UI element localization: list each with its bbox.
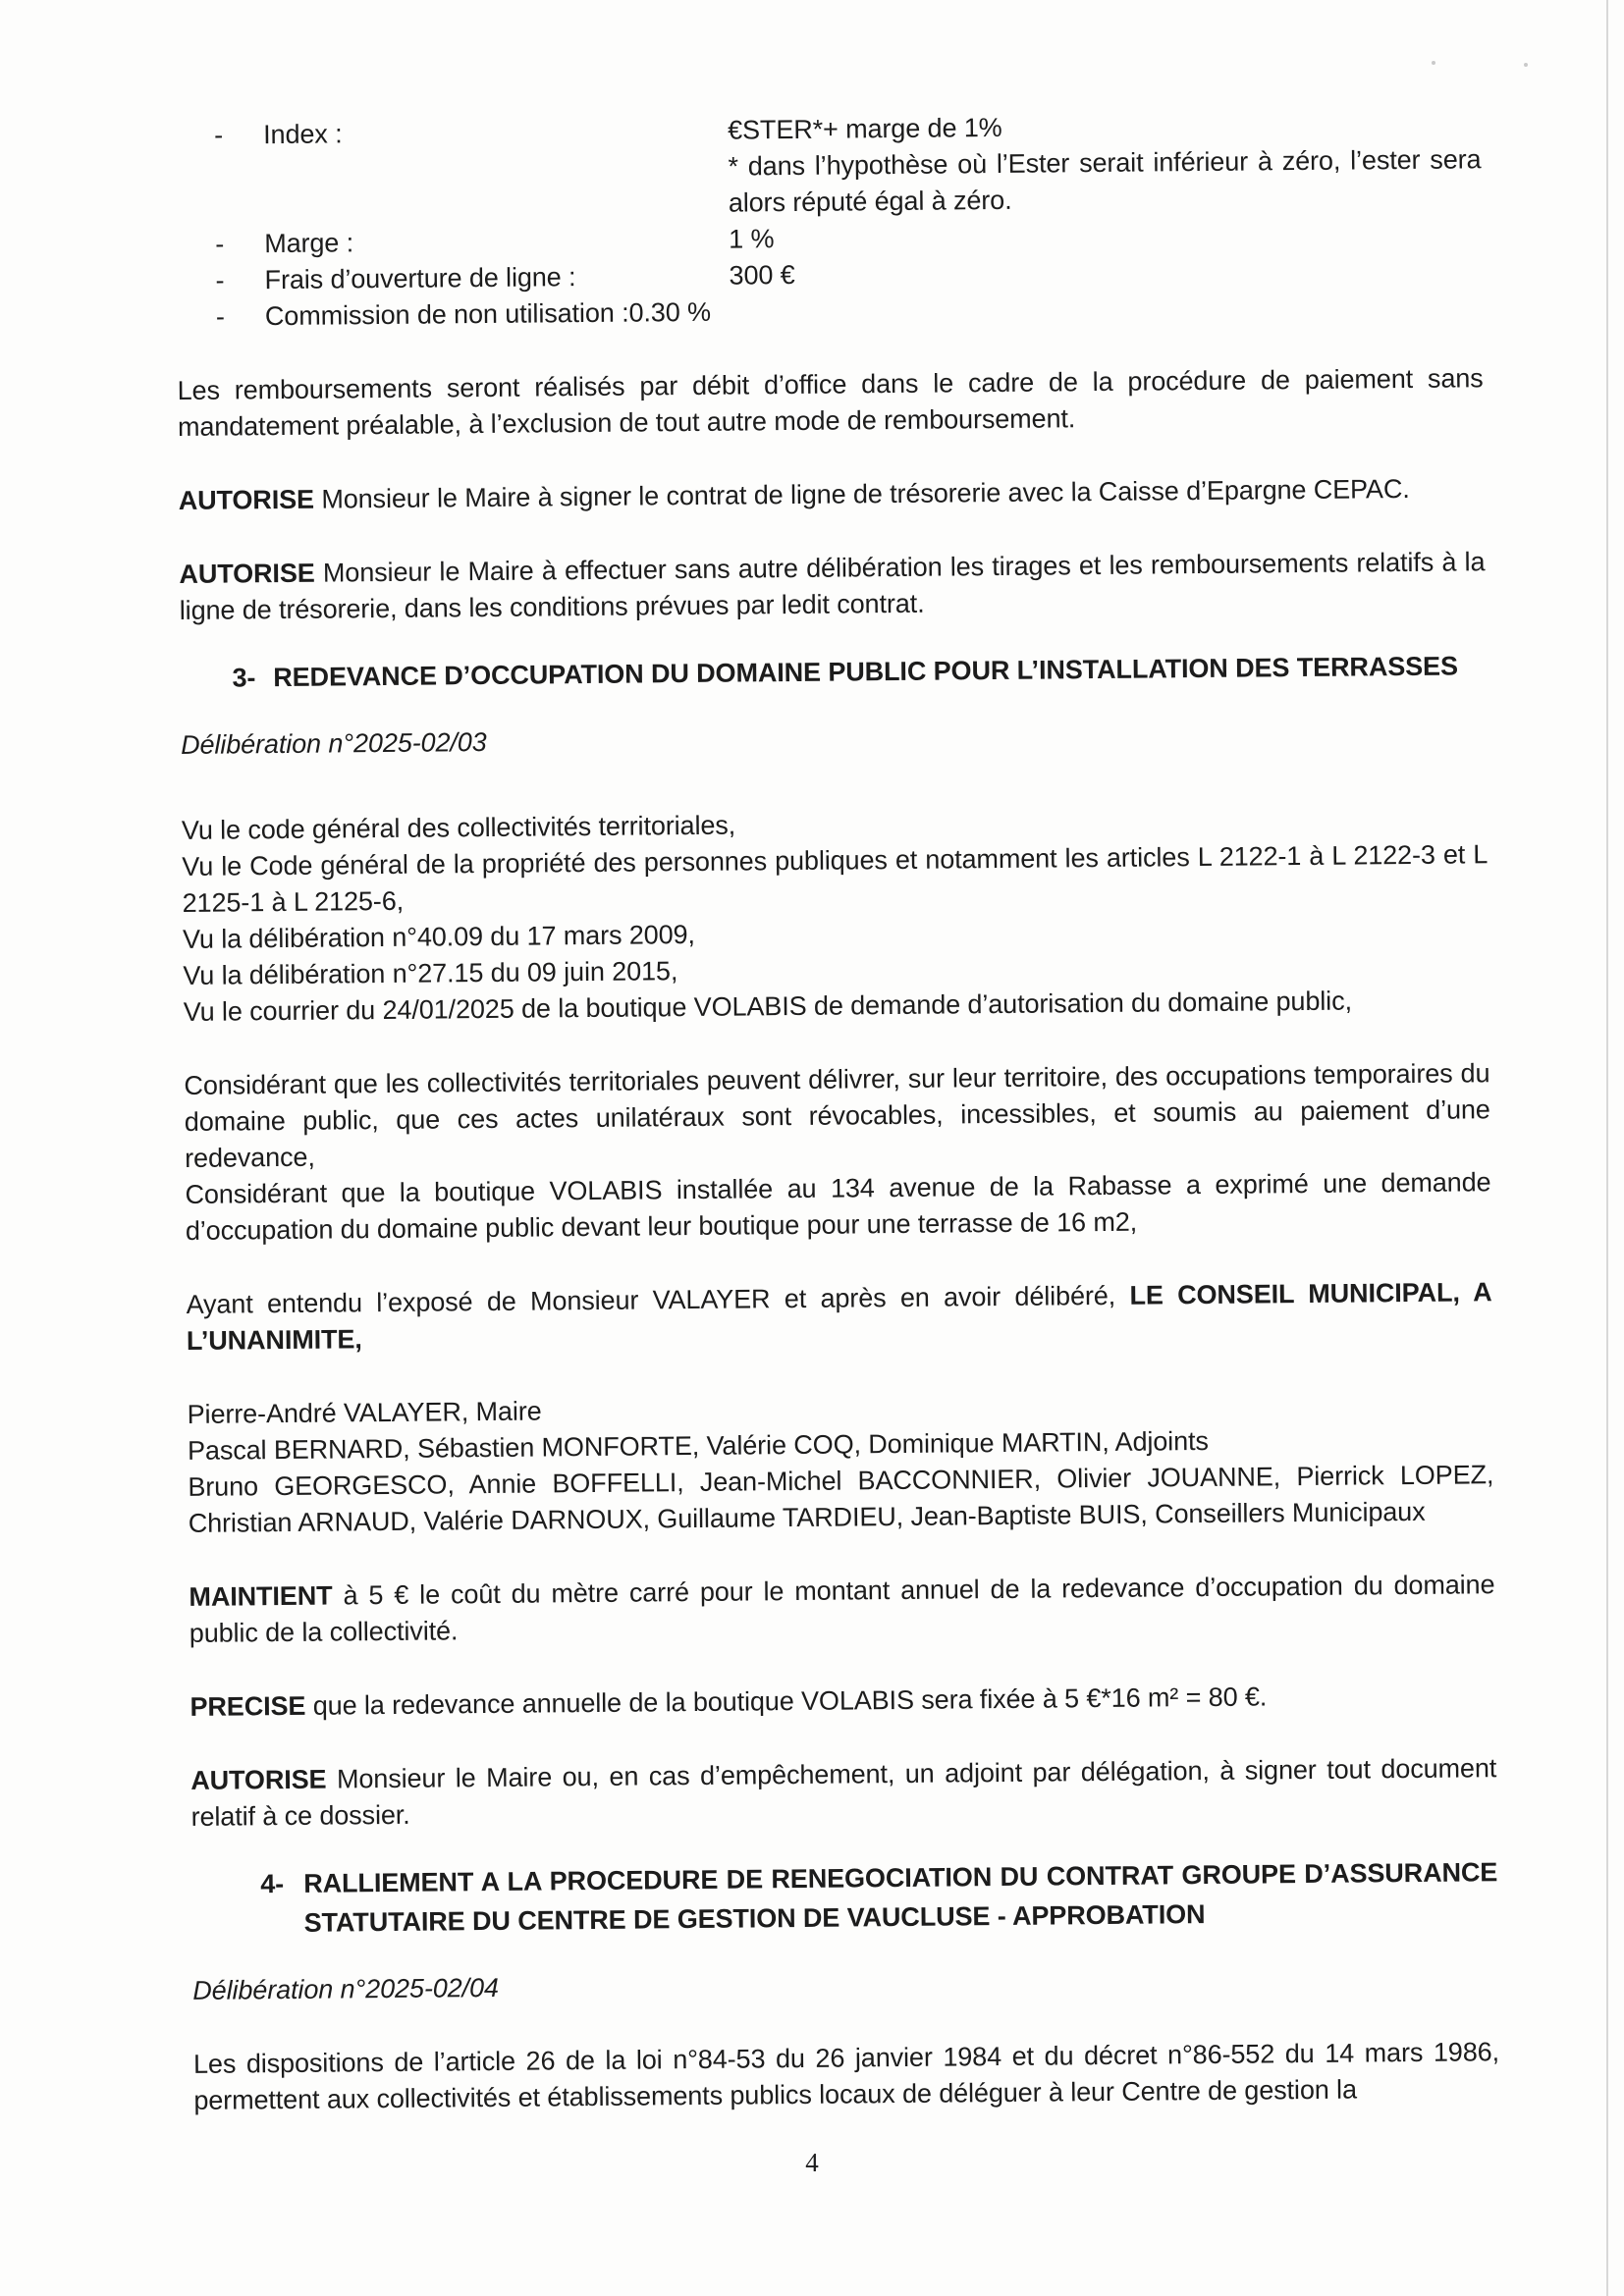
conseil-unanimite: LE CONSEIL MUNICIPAL, A L’UNANIMITE, [186,1277,1492,1356]
maintient-text: à 5 € le coût du mètre carré pour le montant annuel de la redevance d’occupation du domaine public de la collectivité. [189,1570,1495,1648]
page-number: 4 [805,2148,819,2177]
ayant-entendu-text: Ayant entendu l’exposé de Monsieur VALAYER et après en avoir délibéré, [186,1280,1130,1319]
considerant-paragraph: Considérant que les collectivités territoriales peuvent délivrer, sur leur territoire, des occupations temporaires du domaine public, que ces actes unilatéraux sont révocables, incessibles, et soumis au paiement d’une redevance, [184,1058,1490,1173]
list-dash: - [215,229,225,259]
list-value: 1 % [729,224,775,254]
scan-edge-line [1606,0,1608,2296]
keyword-maintient: MAINTIENT [189,1580,333,1612]
maintient-paragraph [189,1567,1495,1652]
maire-line: Pierre-André VALAYER, Maire [187,1396,542,1429]
autorise-tirages-text: Monsieur le Maire à effectuer sans autre délibération les tirages et les remboursements relatifs à la ligne de trésorerie, dans les conditions prévues par ledit contrat. [179,547,1486,625]
deliberation-number: Délibération n°2025-02/04 [192,1972,499,2005]
autorise-signature-paragraph [190,1750,1497,1836]
autorise-tirages-paragraph [179,544,1486,629]
ayant-entendu-paragraph [186,1274,1492,1360]
considerant-paragraph: Considérant que la boutique VOLABIS installée au 134 avenue de la Rabasse a exprimé une demande d’occupation du domaine public devant leur boutique pour une terrasse de 16 m2, [185,1167,1491,1246]
list-value: 300 € [729,259,795,291]
section-title: REDEVANCE D’OCCUPATION DU DOMAINE PUBLIC POUR L’INSTALLATION DES TERRASSES [273,651,1459,693]
autorise-contrat-text: Monsieur le Maire à signer le contrat de ligne de trésorerie avec la Caisse d’Epargne CEPAC. [313,473,1410,514]
list-label: Frais d’ouverture de ligne : [264,262,576,295]
precise-text: que la redevance annuelle de la boutique VOLABIS sera fixée à 5 €*16 m² = 80 €. [305,1682,1268,1721]
deliberation-number: Délibération n°2025-02/03 [180,726,487,760]
section-number: 3- [232,663,256,693]
index-note [728,141,1482,221]
list-label: Marge : [264,228,354,259]
keyword-autorise: AUTORISE [178,484,315,515]
vu-line: Vu le code général des collectivités territoriales, [181,810,736,845]
list-value: €STER*+ marge de 1% [728,112,1002,145]
vu-line: Vu la délibération n°27.15 du 09 juin 2015, [183,956,678,990]
list-dash: - [215,301,225,332]
vu-line: Vu la délibération n°40.09 du 17 mars 2009, [182,919,696,954]
conseillers-paragraph: Bruno GEORGESCO, Annie BOFFELLI, Jean-Michel BACCONNIER, Olivier JOUANNE, Pierrick LOPEZ, Christian ARNAUD, Valérie DARNOUX, Guillaume TARDIEU, Jean-Baptiste BUIS, Conseillers Municipaux [188,1460,1494,1538]
section-4-heading [191,1852,1498,1944]
scan-speck [1432,61,1435,65]
section-title: RALLIEMENT A LA PROCEDURE DE RENEGOCIATION DU CONTRAT GROUPE D’ASSURANCE STATUTAIRE DU CENTRE DE GESTION DE VAUCLUSE - APPROBATION [303,1857,1498,1938]
keyword-precise: PRECISE [189,1690,306,1722]
vu-line: Vu le Code général de la propriété des personnes publiques et notamment les articles L 2122-1 à L 2122-3 et L 2125-1 à L 2125-6, [182,839,1489,918]
adjoints-line: Pascal BERNARD, Sébastien MONFORTE, Valérie COQ, Dominique MARTIN, Adjoints [187,1425,1209,1466]
list-dash: - [214,120,224,150]
document-body [175,105,1500,2119]
section-number: 4- [260,1869,285,1899]
autorise-signature-text: Monsieur le Maire ou, en cas d’empêchement, un adjoint par délégation, à signer tout document relatif à ce dossier. [190,1753,1497,1832]
list-label: Commission de non utilisation :0.30 % [264,296,712,332]
dispositions-paragraph: Les dispositions de l’article 26 de la loi n°84-53 du 26 janvier 1984 et du décret n°86-552 du 14 mars 1986, permettent aux collectivités et établissements publics locaux de déléguer à leur Centre de gestion la [192,2037,1500,2115]
list-dash: - [215,265,225,295]
index-note-text: * dans l’hypothèse où l’Ester serait inférieur à zéro, l’ester sera alors réputé égal à zéro. [728,144,1482,218]
keyword-autorise: AUTORISE [179,558,315,589]
list-label: Index : [263,119,343,150]
keyword-autorise: AUTORISE [190,1764,327,1795]
remboursements-paragraph: Les remboursements seront réalisés par débit d’office dans le cadre de la procédure de paiement sans mandatement préalable, à l’exclusion de tout autre mode de remboursement. [177,363,1484,442]
vu-line: Vu le courrier du 24/01/2025 de la boutique VOLABIS de demande d’autorisation du domaine public, [183,986,1353,1027]
scan-speck [1524,63,1528,67]
